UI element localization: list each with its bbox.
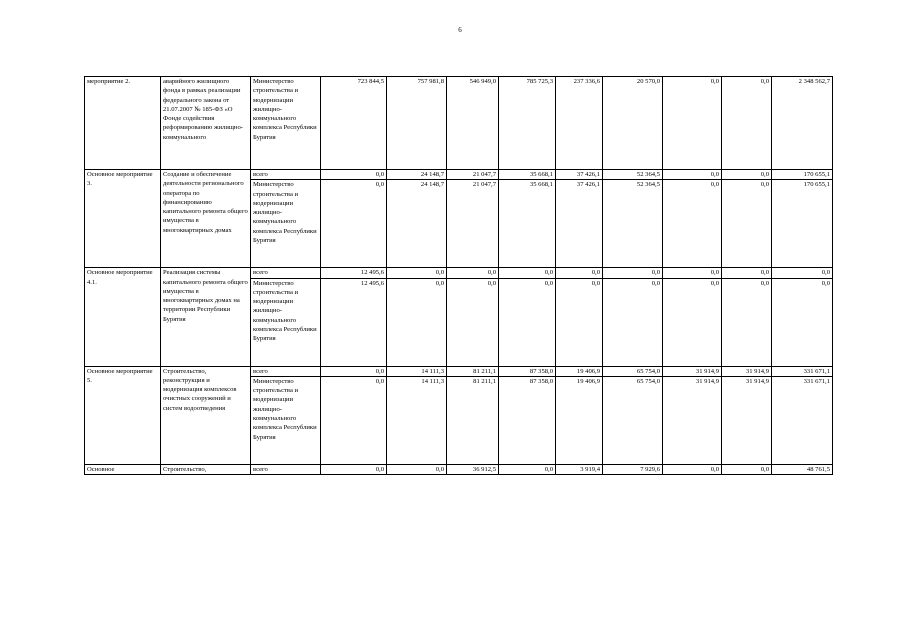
value-cell: 757 981,8 <box>387 77 447 170</box>
event-cell: мероприятие 2. <box>85 77 161 170</box>
value-cell: 31 914,9 <box>663 366 722 376</box>
table-row <box>85 77 833 170</box>
value-cell: 36 912,5 <box>447 464 499 474</box>
table-row <box>85 268 833 278</box>
budget-table <box>84 76 833 475</box>
value-cell: 2 348 562,7 <box>772 77 833 170</box>
value-cell: 52 364,5 <box>603 170 663 180</box>
value-cell: 0,0 <box>556 278 603 366</box>
value-cell: 12 495,6 <box>321 278 387 366</box>
value-cell: 0,0 <box>499 268 556 278</box>
executor-cell: Министерство строительства и модернизации жилищно-коммунального комплекса Республики Бурятия <box>251 180 321 268</box>
value-cell: 0,0 <box>722 180 772 268</box>
value-cell: 0,0 <box>772 278 833 366</box>
value-cell: 0,0 <box>556 268 603 278</box>
value-cell: 237 336,6 <box>556 77 603 170</box>
value-cell: 37 426,1 <box>556 180 603 268</box>
value-cell: 0,0 <box>447 278 499 366</box>
value-cell: 170 655,1 <box>772 180 833 268</box>
value-cell: 0,0 <box>603 278 663 366</box>
name-cell: аварийного жилищного фонда в рамках реализации федерального закона от 21.07.2007 № 185-ФЗ «О Фонде содействия реформированию жилищно-коммунального <box>161 77 251 170</box>
value-cell: 24 148,7 <box>387 170 447 180</box>
event-cell: Основное <box>85 464 161 474</box>
value-cell: 0,0 <box>722 464 772 474</box>
value-cell: 170 655,1 <box>772 170 833 180</box>
event-cell: Основное мероприятие 4.1. <box>85 268 161 366</box>
value-cell: 19 406,9 <box>556 376 603 464</box>
value-cell: 87 358,0 <box>499 376 556 464</box>
value-cell: 0,0 <box>387 278 447 366</box>
name-cell: Строительство, <box>161 464 251 474</box>
value-cell: 0,0 <box>663 77 722 170</box>
value-cell: 0,0 <box>663 464 722 474</box>
executor-cell: Министерство строительства и модернизации жилищно-коммунального комплекса Республики Бурятия <box>251 376 321 464</box>
value-cell: 331 671,1 <box>772 376 833 464</box>
value-cell: 52 364,5 <box>603 180 663 268</box>
value-cell: 0,0 <box>321 180 387 268</box>
executor-cell: Министерство строительства и модернизации жилищно-коммунального комплекса Республики Бурятия <box>251 278 321 366</box>
value-cell: 81 211,1 <box>447 376 499 464</box>
value-cell: 31 914,9 <box>722 366 772 376</box>
value-cell: 0,0 <box>321 376 387 464</box>
value-cell: 87 358,0 <box>499 366 556 376</box>
value-cell: 35 668,1 <box>499 180 556 268</box>
value-cell: 0,0 <box>663 180 722 268</box>
value-cell: 0,0 <box>722 268 772 278</box>
value-cell: 7 929,6 <box>603 464 663 474</box>
value-cell: 0,0 <box>722 278 772 366</box>
value-cell: 0,0 <box>321 366 387 376</box>
value-cell: 0,0 <box>499 278 556 366</box>
value-cell: 19 406,9 <box>556 366 603 376</box>
name-cell: Реализация системы капитального ремонта общего имущества в многоквартирных домах на территории Республики Бурятия <box>161 268 251 366</box>
table-row <box>85 464 833 474</box>
value-cell: 0,0 <box>722 77 772 170</box>
value-cell: 0,0 <box>663 278 722 366</box>
value-cell: 65 754,0 <box>603 376 663 464</box>
value-cell: 21 047,7 <box>447 170 499 180</box>
value-cell: 0,0 <box>722 170 772 180</box>
name-cell: Строительство, реконструкция и модернизация комплексов очистных сооружений и систем водоотведения <box>161 366 251 464</box>
value-cell: 20 570,0 <box>603 77 663 170</box>
value-cell: 0,0 <box>603 268 663 278</box>
value-cell: 0,0 <box>663 170 722 180</box>
value-cell: 723 844,5 <box>321 77 387 170</box>
page-number: 6 <box>458 26 462 34</box>
table-row <box>85 170 833 180</box>
value-cell: 331 671,1 <box>772 366 833 376</box>
value-cell: 37 426,1 <box>556 170 603 180</box>
event-cell: Основное мероприятие 3. <box>85 170 161 268</box>
value-cell: 21 047,7 <box>447 180 499 268</box>
value-cell: 546 949,0 <box>447 77 499 170</box>
value-cell: 24 148,7 <box>387 180 447 268</box>
value-cell: 14 111,3 <box>387 376 447 464</box>
value-cell: 31 914,9 <box>663 376 722 464</box>
value-cell: 785 725,3 <box>499 77 556 170</box>
total-label-cell: всего <box>251 464 321 474</box>
value-cell: 0,0 <box>387 268 447 278</box>
value-cell: 0,0 <box>772 268 833 278</box>
event-cell: Основное мероприятие 5. <box>85 366 161 464</box>
value-cell: 0,0 <box>663 268 722 278</box>
value-cell: 3 919,4 <box>556 464 603 474</box>
value-cell: 0,0 <box>387 464 447 474</box>
value-cell: 0,0 <box>499 464 556 474</box>
value-cell: 81 211,1 <box>447 366 499 376</box>
value-cell: 65 754,0 <box>603 366 663 376</box>
value-cell: 0,0 <box>321 170 387 180</box>
name-cell: Создание и обеспечение деятельности регионального оператора по финансированию капитального ремонта общего имущества в многоквартирных домах <box>161 170 251 268</box>
value-cell: 12 495,6 <box>321 268 387 278</box>
value-cell: 48 761,5 <box>772 464 833 474</box>
total-label-cell: всего <box>251 366 321 376</box>
executor-cell: Министерство строительства и модернизации жилищно-коммунального комплекса Республики Бурятия <box>251 77 321 170</box>
value-cell: 14 111,3 <box>387 366 447 376</box>
total-label-cell: всего <box>251 268 321 278</box>
value-cell: 31 914,9 <box>722 376 772 464</box>
total-label-cell: всего <box>251 170 321 180</box>
value-cell: 35 668,1 <box>499 170 556 180</box>
value-cell: 0,0 <box>321 464 387 474</box>
value-cell: 0,0 <box>447 268 499 278</box>
table-row <box>85 366 833 376</box>
